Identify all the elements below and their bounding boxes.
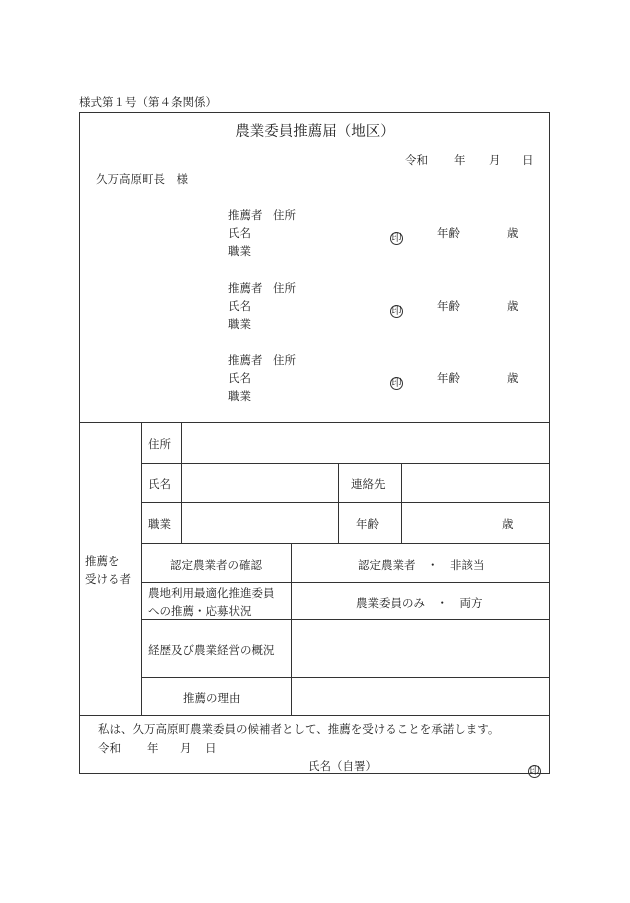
- table-divider: [79, 422, 550, 423]
- candidate-age-unit: 歳: [502, 517, 514, 531]
- table-divider: [338, 463, 339, 543]
- table-divider: [141, 543, 550, 544]
- date-year: 年: [454, 153, 466, 167]
- recommender-label: 推薦者: [228, 353, 263, 367]
- candidate-contact-field[interactable]: [403, 465, 548, 500]
- career-label: 経歴及び農業経営の概況: [148, 643, 275, 657]
- candidate-name-field[interactable]: [183, 465, 336, 500]
- seal-mark: 印: [391, 233, 402, 244]
- form-number: 様式第１号（第４条関係）: [79, 95, 217, 109]
- table-divider: [141, 463, 550, 464]
- consent-date-era: 令和: [98, 741, 121, 755]
- recommender-age-unit: 歳: [507, 371, 519, 385]
- candidate-name-label: 氏名: [148, 477, 171, 491]
- certified-options[interactable]: 認定農業者 ・ 非該当: [358, 558, 485, 572]
- farmland-status-label: 農地利用最適化推進委員: [148, 586, 275, 600]
- recommender-address-label: 住所: [273, 208, 296, 222]
- recommender-name-label: 氏名: [228, 299, 251, 313]
- date-day: 日: [522, 153, 534, 167]
- recommender-age-label: 年齢: [437, 226, 460, 240]
- candidate-section-label: 受ける者: [85, 572, 131, 586]
- table-divider: [141, 677, 550, 678]
- recommender-label: 推薦者: [228, 208, 263, 222]
- candidate-occupation-label: 職業: [148, 517, 171, 531]
- consent-date-year: 年: [147, 741, 159, 755]
- candidate-occupation-field[interactable]: [183, 504, 336, 541]
- certified-check-label: 認定農業者の確認: [170, 558, 262, 572]
- seal-mark: 印: [529, 766, 540, 777]
- consent-date-day: 日: [205, 741, 217, 755]
- table-divider: [181, 422, 182, 543]
- addressee: 久万高原町長 様: [96, 172, 188, 186]
- table-divider: [141, 619, 550, 620]
- table-divider: [141, 422, 142, 715]
- recommender-age-unit: 歳: [507, 299, 519, 313]
- table-divider: [141, 582, 550, 583]
- recommender-age-label: 年齢: [437, 299, 460, 313]
- reason-label: 推薦の理由: [183, 691, 241, 705]
- recommender-name-label: 氏名: [228, 226, 251, 240]
- recommender-occupation-label: 職業: [228, 317, 251, 331]
- seal-mark: 印: [391, 306, 402, 317]
- career-field[interactable]: [293, 621, 548, 675]
- signature-label: 氏名（自署）: [308, 759, 377, 773]
- candidate-address-label: 住所: [148, 437, 171, 451]
- consent-text: 私は、久万高原町農業委員の候補者として、推薦を受けることを承諾します。: [98, 722, 500, 736]
- recommender-age-unit: 歳: [507, 226, 519, 240]
- consent-date-month: 月: [180, 741, 192, 755]
- date-era: 令和: [405, 153, 428, 167]
- candidate-contact-label: 連絡先: [351, 477, 386, 491]
- form-title: 農業委員推薦届（地区）: [235, 124, 395, 140]
- recommender-occupation-label: 職業: [228, 244, 251, 258]
- seal-mark: 印: [391, 378, 402, 389]
- recommender-name-label: 氏名: [228, 371, 251, 385]
- farmland-options[interactable]: 農業委員のみ ・ 両方: [356, 596, 483, 610]
- table-divider: [141, 502, 550, 503]
- candidate-address-field[interactable]: [183, 424, 548, 461]
- recommender-address-label: 住所: [273, 281, 296, 295]
- table-divider: [79, 715, 550, 716]
- date-month: 月: [489, 153, 501, 167]
- candidate-section-label: 推薦を: [85, 554, 120, 568]
- recommender-address-label: 住所: [273, 353, 296, 367]
- candidate-age-label: 年齢: [356, 517, 379, 531]
- table-divider: [291, 543, 292, 715]
- recommender-occupation-label: 職業: [228, 389, 251, 403]
- reason-field[interactable]: [293, 679, 548, 713]
- recommender-age-label: 年齢: [437, 371, 460, 385]
- farmland-status-label: への推薦・応募状況: [148, 604, 252, 618]
- table-divider: [401, 463, 402, 543]
- recommender-label: 推薦者: [228, 281, 263, 295]
